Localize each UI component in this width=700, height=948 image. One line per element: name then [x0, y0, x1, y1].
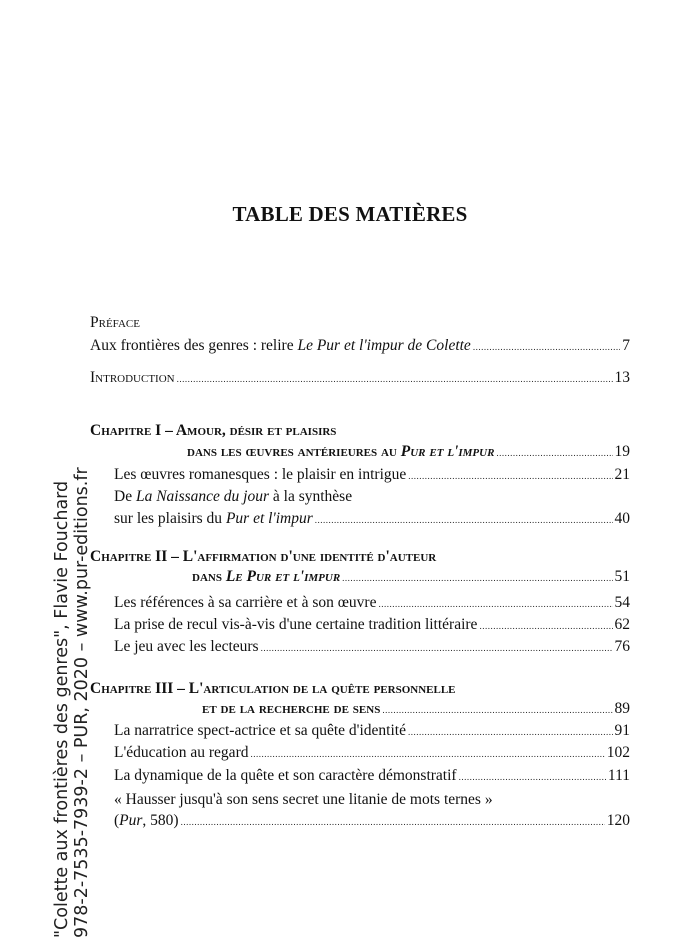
- leader-dots: [408, 466, 612, 486]
- page-number: 54: [614, 594, 630, 611]
- toc-entry-1-2-line1[interactable]: De La Naissance du jour à la synthèse: [114, 488, 353, 505]
- page-number: 76: [614, 638, 630, 655]
- chapter-1-title[interactable]: Chapitre I – Amour, désir et plaisirs: [90, 422, 337, 439]
- leader-dots: [378, 594, 612, 614]
- toc-entry-2-1[interactable]: Les références à sa carrière et à son œuvre ..... 54: [114, 593, 630, 614]
- leader-dots: [382, 700, 612, 720]
- page-number: 91: [614, 722, 630, 739]
- leader-dots: [496, 443, 612, 463]
- page-number: 21: [614, 466, 630, 483]
- page-number: 51: [614, 568, 630, 585]
- leader-dots: [181, 812, 605, 832]
- leader-dots: [250, 744, 604, 764]
- page-number: 13: [614, 369, 630, 386]
- preface-heading: Préface: [90, 314, 140, 331]
- toc-entry-3-2[interactable]: L'éducation au regard ..... 102: [114, 743, 630, 764]
- leader-dots: [261, 638, 613, 658]
- page-number: 19: [614, 443, 630, 460]
- page-number: 62: [614, 616, 630, 633]
- page-number: 102: [606, 744, 630, 761]
- toc-entry-3-1[interactable]: La narratrice spect-actrice et sa quête d'identité ..... 91: [114, 721, 630, 742]
- toc-entry-chapter-1[interactable]: dans les œuvres antérieures au Pur et l'impur ..... 19: [187, 442, 630, 463]
- chapter-2-title[interactable]: Chapitre II – L'affirmation d'une identité d'auteur: [90, 548, 437, 565]
- leader-dots: [459, 767, 606, 787]
- leader-dots: [177, 369, 613, 389]
- side-citation-line2: 978-2-7535-7939-2 – PUR, 2020 – www.pur-editions.fr: [72, 467, 92, 938]
- toc-entry-2-3[interactable]: Le jeu avec les lecteurs ..... 76: [114, 637, 630, 658]
- leader-dots: [342, 568, 612, 588]
- toc-entry-chapter-2[interactable]: dans Le Pur et l'impur ..... 51: [192, 567, 630, 588]
- page-number: 7: [622, 337, 630, 354]
- toc-entry-1-2[interactable]: sur les plaisirs du Pur et l'impur ..... 40: [114, 509, 630, 530]
- toc-entry-2-2[interactable]: La prise de recul vis-à-vis d'une certaine tradition littéraire ..... 62: [114, 615, 630, 636]
- toc-entry-3-4-line1[interactable]: « Hausser jusqu'à son sens secret une litanie de mots ternes »: [114, 791, 493, 808]
- toc-entry-3-3[interactable]: La dynamique de la quête et son caractère démonstratif ..... 111: [114, 766, 630, 787]
- leader-dots: [479, 616, 612, 636]
- leader-dots: [473, 337, 620, 357]
- chapter-3-title[interactable]: Chapitre III – L'articulation de la quête personnelle: [90, 680, 456, 697]
- toc-entry-chapter-3[interactable]: et de la recherche de sens ..... 89: [202, 699, 630, 720]
- side-citation: [52, 408, 92, 938]
- toc-entry-3-4[interactable]: (Pur, 580) ..... 120: [114, 811, 630, 832]
- page-number: 111: [607, 767, 630, 784]
- page-number: 40: [614, 510, 630, 527]
- page-number: 120: [606, 812, 630, 829]
- page-number: 89: [614, 700, 630, 717]
- leader-dots: [315, 510, 613, 530]
- toc-entry-preface[interactable]: Aux frontières des genres : relire Le Pur et l'impur de Colette ..... 7: [90, 336, 630, 357]
- toc-entry-1-1[interactable]: Les œuvres romanesques : le plaisir en intrigue ..... 21: [114, 465, 630, 486]
- leader-dots: [408, 722, 613, 742]
- page-title: TABLE DES MATIÈRES: [232, 202, 468, 226]
- toc-entry-introduction[interactable]: Introduction ..... 13: [90, 368, 630, 389]
- side-citation-line1: "Colette aux frontières des genres", Flavie Fouchard: [52, 480, 72, 938]
